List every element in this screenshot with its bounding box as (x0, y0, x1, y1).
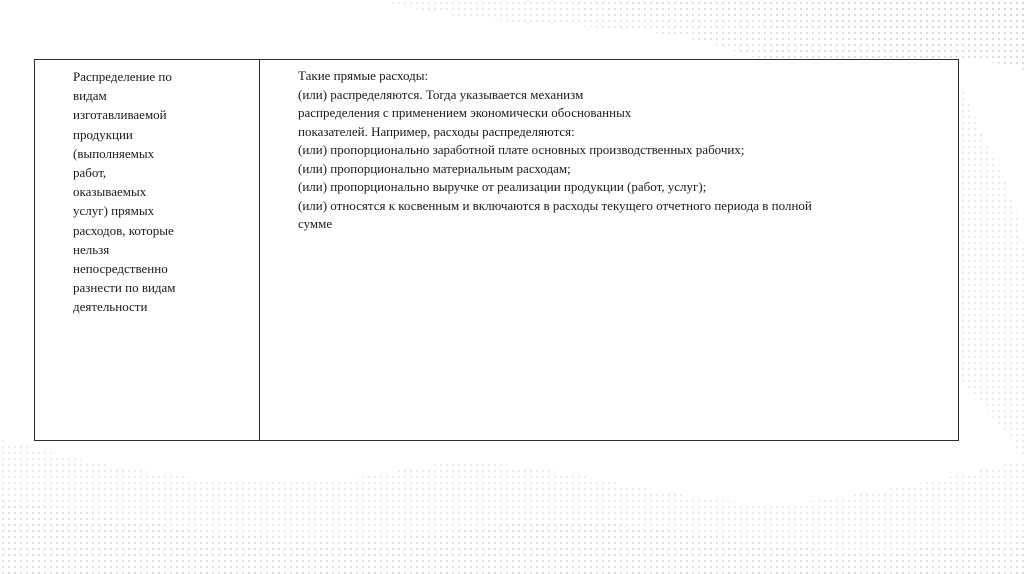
right-cell-line: показателей. Например, расходы распределяются: (298, 123, 575, 139)
right-cell-line: (или) относятся к косвенным и включаются в расходы текущего отчетного периода в полной (298, 197, 812, 213)
right-cell-line: распределения с применением экономически обоснованных (298, 105, 632, 120)
table-cell-left (35, 60, 260, 440)
right-cell-line: (или) пропорционально материальным расходам; (298, 160, 571, 176)
right-cell-line: сумме (298, 216, 333, 231)
right-cell-line: Такие прямые расходы: (298, 68, 429, 83)
left-cell-text: Распределение по видам изготавливаемой продукции (выполняемых работ, оказываемых услуг) прямых расходов, которые нельзя непосредственно разнести по видам деятельности (73, 69, 176, 315)
right-cell-line: (или) пропорционально выручке от реализации продукции (работ, услуг); (298, 179, 707, 194)
right-cell-line: (или) пропорционально заработной плате основных производственных рабочих; (298, 142, 745, 157)
table-cell-right (260, 60, 958, 440)
right-cell-line: (или) распределяются. Тогда указывается механизм (298, 86, 584, 102)
content-table (34, 59, 959, 441)
